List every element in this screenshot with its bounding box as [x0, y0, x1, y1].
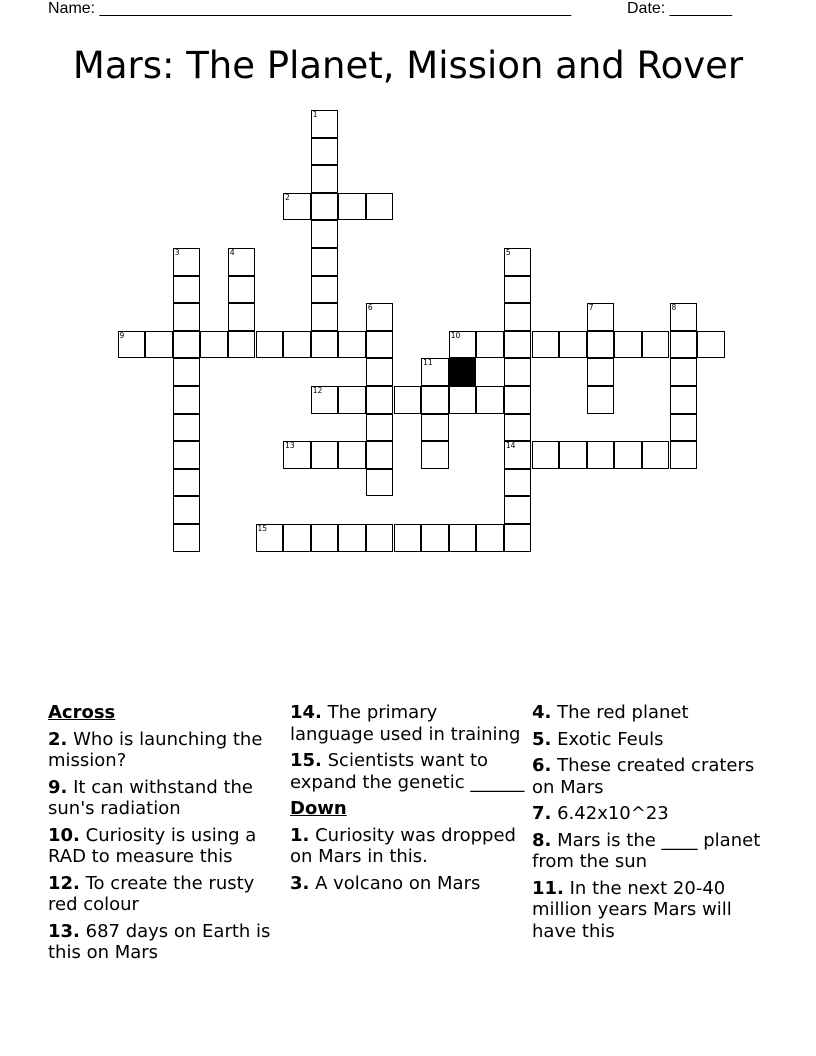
crossword-cell[interactable] — [228, 248, 256, 276]
crossword-cell[interactable] — [504, 524, 532, 552]
crossword-cell[interactable] — [476, 524, 504, 552]
cell-number: 2 — [285, 192, 290, 202]
clue-text: Scientists want to expand the genetic ______ — [290, 750, 525, 793]
cell-number: 11 — [423, 358, 433, 368]
crossword-cell[interactable] — [311, 110, 339, 138]
clue-number: 13. — [48, 920, 80, 942]
down-clue-1 — [290, 825, 526, 868]
crossword-cell[interactable] — [421, 441, 449, 469]
crossword-cell[interactable] — [449, 524, 477, 552]
crossword-cell[interactable] — [145, 331, 173, 359]
crossword-cell[interactable] — [476, 386, 504, 414]
crossword-cell[interactable] — [338, 441, 366, 469]
crossword-cell[interactable] — [504, 303, 532, 331]
crossword-cell[interactable] — [504, 386, 532, 414]
crossword-cell[interactable] — [394, 524, 422, 552]
crossword-cell[interactable] — [366, 524, 394, 552]
clue-text: Mars is the ____ planet from the sun — [532, 829, 761, 872]
crossword-cell[interactable] — [697, 331, 725, 359]
crossword-cell[interactable] — [173, 276, 201, 304]
clue-number: 9. — [48, 776, 68, 798]
crossword-cell[interactable] — [366, 414, 394, 442]
clue-text: Who is launching the mission? — [48, 728, 263, 771]
clue-number: 14. — [290, 702, 322, 723]
crossword-cell[interactable] — [311, 386, 339, 414]
crossword-cell[interactable] — [338, 386, 366, 414]
crossword-cell[interactable] — [670, 331, 698, 359]
crossword-cell[interactable] — [173, 496, 201, 524]
crossword-cell[interactable] — [614, 441, 642, 469]
crossword-cell[interactable] — [256, 331, 284, 359]
clue-number: 2. — [48, 728, 68, 750]
clue-text: A volcano on Mars — [315, 872, 481, 894]
down-clue-11 — [532, 878, 768, 943]
down-clue-4 — [532, 702, 768, 724]
date-field-label[interactable]: Date: _______ — [627, 0, 732, 17]
clue-number: 11. — [532, 877, 564, 899]
crossword-cell[interactable] — [366, 331, 394, 359]
crossword-cell[interactable] — [670, 414, 698, 442]
crossword-cell[interactable] — [670, 441, 698, 469]
crossword-cell[interactable] — [311, 193, 339, 221]
cell-number: 4 — [229, 248, 235, 257]
crossword-cell[interactable] — [614, 331, 642, 359]
crossword-cell[interactable] — [173, 358, 201, 386]
across-clue-13 — [48, 921, 284, 964]
crossword-cell[interactable] — [311, 524, 339, 552]
crossword-cell[interactable] — [366, 441, 394, 469]
cell-number: 12 — [312, 386, 323, 395]
clue-column-2 — [290, 702, 526, 899]
clue-number: 1. — [290, 824, 310, 846]
clue-number: 10. — [48, 824, 80, 846]
crossword-cell[interactable] — [587, 441, 615, 469]
crossword-cell[interactable] — [504, 331, 532, 359]
crossword-cell[interactable] — [642, 441, 670, 469]
crossword-cell[interactable] — [421, 524, 449, 552]
crossword-cell[interactable] — [532, 441, 560, 469]
crossword-cell[interactable] — [366, 386, 394, 414]
clue-number: 3. — [290, 872, 310, 894]
clue-number: 12. — [48, 872, 80, 894]
crossword-cell[interactable] — [173, 469, 201, 497]
crossword-cell[interactable] — [504, 496, 532, 524]
crossword-cell[interactable] — [449, 331, 477, 359]
crossword-cell[interactable] — [670, 386, 698, 414]
crossword-cell[interactable] — [228, 331, 256, 359]
crossword-cell[interactable] — [642, 331, 670, 359]
clue-text: Curiosity is using a RAD to measure this — [48, 824, 257, 867]
cell-number: 14 — [505, 441, 516, 451]
across-clue-9 — [48, 777, 284, 820]
crossword-cell[interactable] — [504, 441, 532, 469]
crossword-cell[interactable] — [311, 138, 339, 166]
crossword-cell[interactable] — [366, 358, 394, 386]
cell-number: 9 — [119, 330, 125, 340]
clue-number: 15. — [290, 750, 322, 771]
clue-text: 687 days on Earth is this on Mars — [48, 920, 271, 963]
crossword-cell[interactable] — [256, 524, 284, 552]
cell-number: 5 — [505, 248, 511, 257]
clue-text: In the next 20-40 million years Mars will have this — [532, 877, 732, 942]
clue-text: It can withstand the sun's radiation — [48, 776, 254, 819]
clue-column-1 — [48, 702, 284, 969]
crossword-cell[interactable] — [366, 193, 394, 221]
crossword-cell[interactable] — [173, 414, 201, 442]
crossword-cell[interactable] — [504, 248, 532, 276]
down-clue-8 — [532, 830, 768, 873]
crossword-cell[interactable] — [118, 331, 146, 359]
crossword-cell[interactable] — [504, 469, 532, 497]
name-field-label[interactable]: Name: _____________________________________________________ — [48, 0, 572, 17]
clue-text: These created craters on Mars — [532, 755, 755, 798]
crossword-cell[interactable] — [587, 331, 615, 359]
clue-text: Exotic Feuls — [557, 728, 664, 750]
cell-number: 1 — [312, 110, 318, 119]
clue-column-3 — [532, 702, 768, 947]
crossword-cell[interactable] — [173, 331, 201, 359]
crossword-cell[interactable] — [338, 193, 366, 221]
crossword-cell[interactable] — [338, 524, 366, 552]
crossword-cell[interactable] — [311, 276, 339, 304]
across-heading: Across — [48, 702, 116, 723]
crossword-cell[interactable] — [173, 441, 201, 469]
crossword-cell[interactable] — [421, 386, 449, 414]
cell-number: 10 — [450, 330, 461, 340]
crossword-cell[interactable] — [311, 303, 339, 331]
crossword-cell[interactable] — [559, 441, 587, 469]
crossword-cell[interactable] — [283, 524, 311, 552]
cell-number: 3 — [174, 248, 180, 257]
black-cell — [449, 358, 477, 386]
crossword-cell[interactable] — [670, 358, 698, 386]
clue-number: 6. — [532, 755, 552, 776]
crossword-cell[interactable] — [504, 414, 532, 442]
cell-number: 8 — [671, 303, 677, 313]
cell-number: 7 — [588, 303, 594, 313]
clue-number: 7. — [532, 803, 552, 824]
clue-text: The primary language used in training — [290, 702, 521, 745]
crossword-cell[interactable] — [394, 386, 422, 414]
cell-number: 15 — [257, 524, 268, 533]
crossword-cell[interactable] — [311, 165, 339, 193]
crossword-cell[interactable] — [559, 331, 587, 359]
crossword-cell[interactable] — [283, 193, 311, 221]
crossword-cell[interactable] — [228, 303, 256, 331]
crossword-cell[interactable] — [311, 220, 339, 248]
crossword-cell[interactable] — [421, 414, 449, 442]
crossword-cell[interactable] — [366, 469, 394, 497]
down-clue-7 — [532, 803, 768, 825]
down-clue-6 — [532, 755, 768, 798]
clue-number: 4. — [532, 702, 552, 723]
crossword-cell[interactable] — [173, 386, 201, 414]
crossword-cell[interactable] — [421, 358, 449, 386]
clue-text: 6.42x10^23 — [557, 803, 669, 824]
crossword-cell[interactable] — [504, 276, 532, 304]
clue-number: 8. — [532, 829, 552, 851]
cell-number: 6 — [367, 303, 373, 313]
crossword-cell[interactable] — [366, 303, 394, 331]
crossword-cell[interactable] — [173, 524, 201, 552]
crossword-cell[interactable] — [311, 331, 339, 359]
clue-text: Curiosity was dropped on Mars in this. — [290, 824, 516, 867]
clue-text: The red planet — [557, 702, 689, 723]
crossword-cell[interactable] — [670, 303, 698, 331]
crossword-cell[interactable] — [504, 358, 532, 386]
down-clue-5 — [532, 729, 768, 751]
crossword-cell[interactable] — [311, 248, 339, 276]
clue-number: 5. — [532, 728, 552, 750]
crossword-cell[interactable] — [587, 386, 615, 414]
crossword-cell[interactable] — [338, 331, 366, 359]
crossword-cell[interactable] — [283, 331, 311, 359]
crossword-cell[interactable] — [173, 248, 201, 276]
crossword-cell[interactable] — [449, 386, 477, 414]
crossword-cell[interactable] — [532, 331, 560, 359]
cell-number: 13 — [285, 441, 295, 451]
across-clue-10 — [48, 825, 284, 868]
across-clue-15 — [290, 750, 526, 793]
down-clue-3 — [290, 873, 526, 895]
crossword-cell[interactable] — [587, 303, 615, 331]
page-title: Mars: The Planet, Mission and Rover — [72, 44, 744, 87]
crossword-cell[interactable] — [200, 331, 228, 359]
clue-text: To create the rusty red colour — [48, 872, 255, 915]
crossword-cell[interactable] — [311, 441, 339, 469]
down-heading: Down — [290, 798, 347, 819]
crossword-cell[interactable] — [476, 331, 504, 359]
crossword-cell[interactable] — [173, 303, 201, 331]
across-clue-14 — [290, 702, 526, 745]
across-clue-2 — [48, 729, 284, 772]
across-clue-12 — [48, 873, 284, 916]
crossword-cell[interactable] — [587, 358, 615, 386]
crossword-cell[interactable] — [228, 276, 256, 304]
crossword-cell[interactable] — [283, 441, 311, 469]
